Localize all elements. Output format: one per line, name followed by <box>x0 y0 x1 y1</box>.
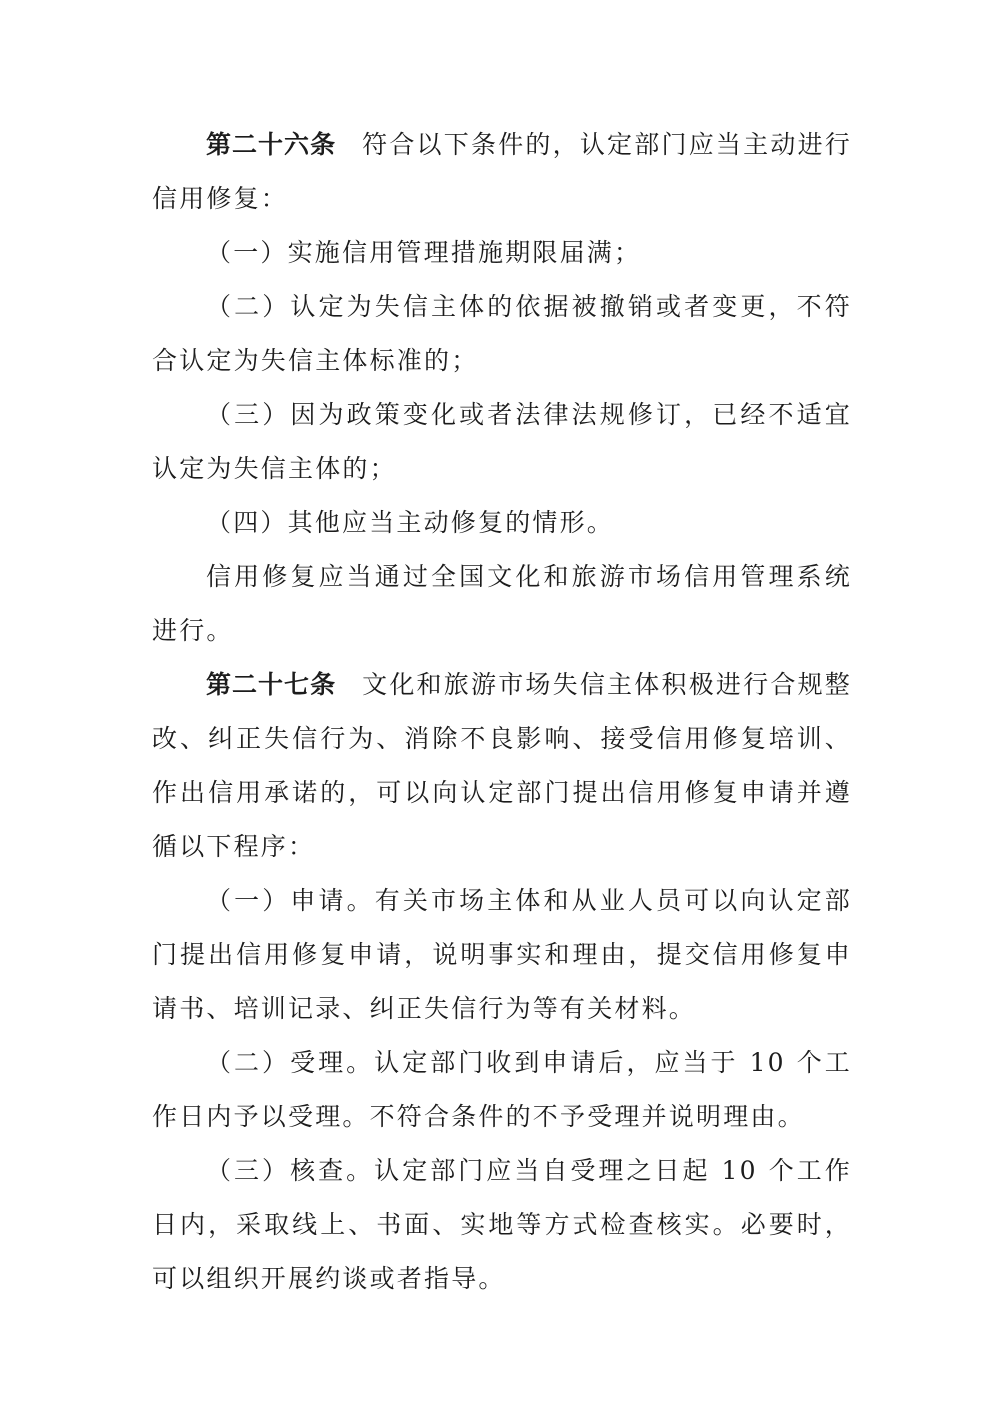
article-27-item-2: （二）受理。认定部门收到申请后，应当于 10 个工作日内予以受理。不符合条件的不予受理并说明理由。 <box>152 1048 852 1131</box>
article-27 <box>152 658 852 874</box>
article-26-item-1: （一）实施信用管理措施期限届满； <box>206 238 642 267</box>
article-26-item-3: （三）因为政策变化或者法律法规修订，已经不适宜认定为失信主体的； <box>152 400 852 483</box>
article-26-heading: 第二十六条 <box>206 130 337 159</box>
article-26-body: 符合以下条件的，认定部门应当主动进行信用修复： <box>152 130 852 213</box>
article-26 <box>152 118 852 226</box>
article-27-item-1: （一）申请。有关市场主体和从业人员可以向认定部门提出信用修复申请，说明事实和理由，提交信用修复申请书、培训记录、纠正失信行为等有关材料。 <box>152 886 852 1023</box>
document-body <box>152 118 852 1306</box>
article-27-heading: 第二十七条 <box>206 670 337 699</box>
article-27-body: 文化和旅游市场失信主体积极进行合规整改、纠正失信行为、消除不良影响、接受信用修复培训、作出信用承诺的，可以向认定部门提出信用修复申请并遵循以下程序： <box>152 670 852 861</box>
article-26-note: 信用修复应当通过全国文化和旅游市场信用管理系统进行。 <box>152 562 852 645</box>
article-26-item-4: （四）其他应当主动修复的情形。 <box>206 508 615 537</box>
article-27-item-3: （三）核查。认定部门应当自受理之日起 10 个工作日内，采取线上、书面、实地等方式检查核实。必要时，可以组织开展约谈或者指导。 <box>152 1156 852 1293</box>
article-26-item-2: （二）认定为失信主体的依据被撤销或者变更，不符合认定为失信主体标准的； <box>152 292 852 375</box>
